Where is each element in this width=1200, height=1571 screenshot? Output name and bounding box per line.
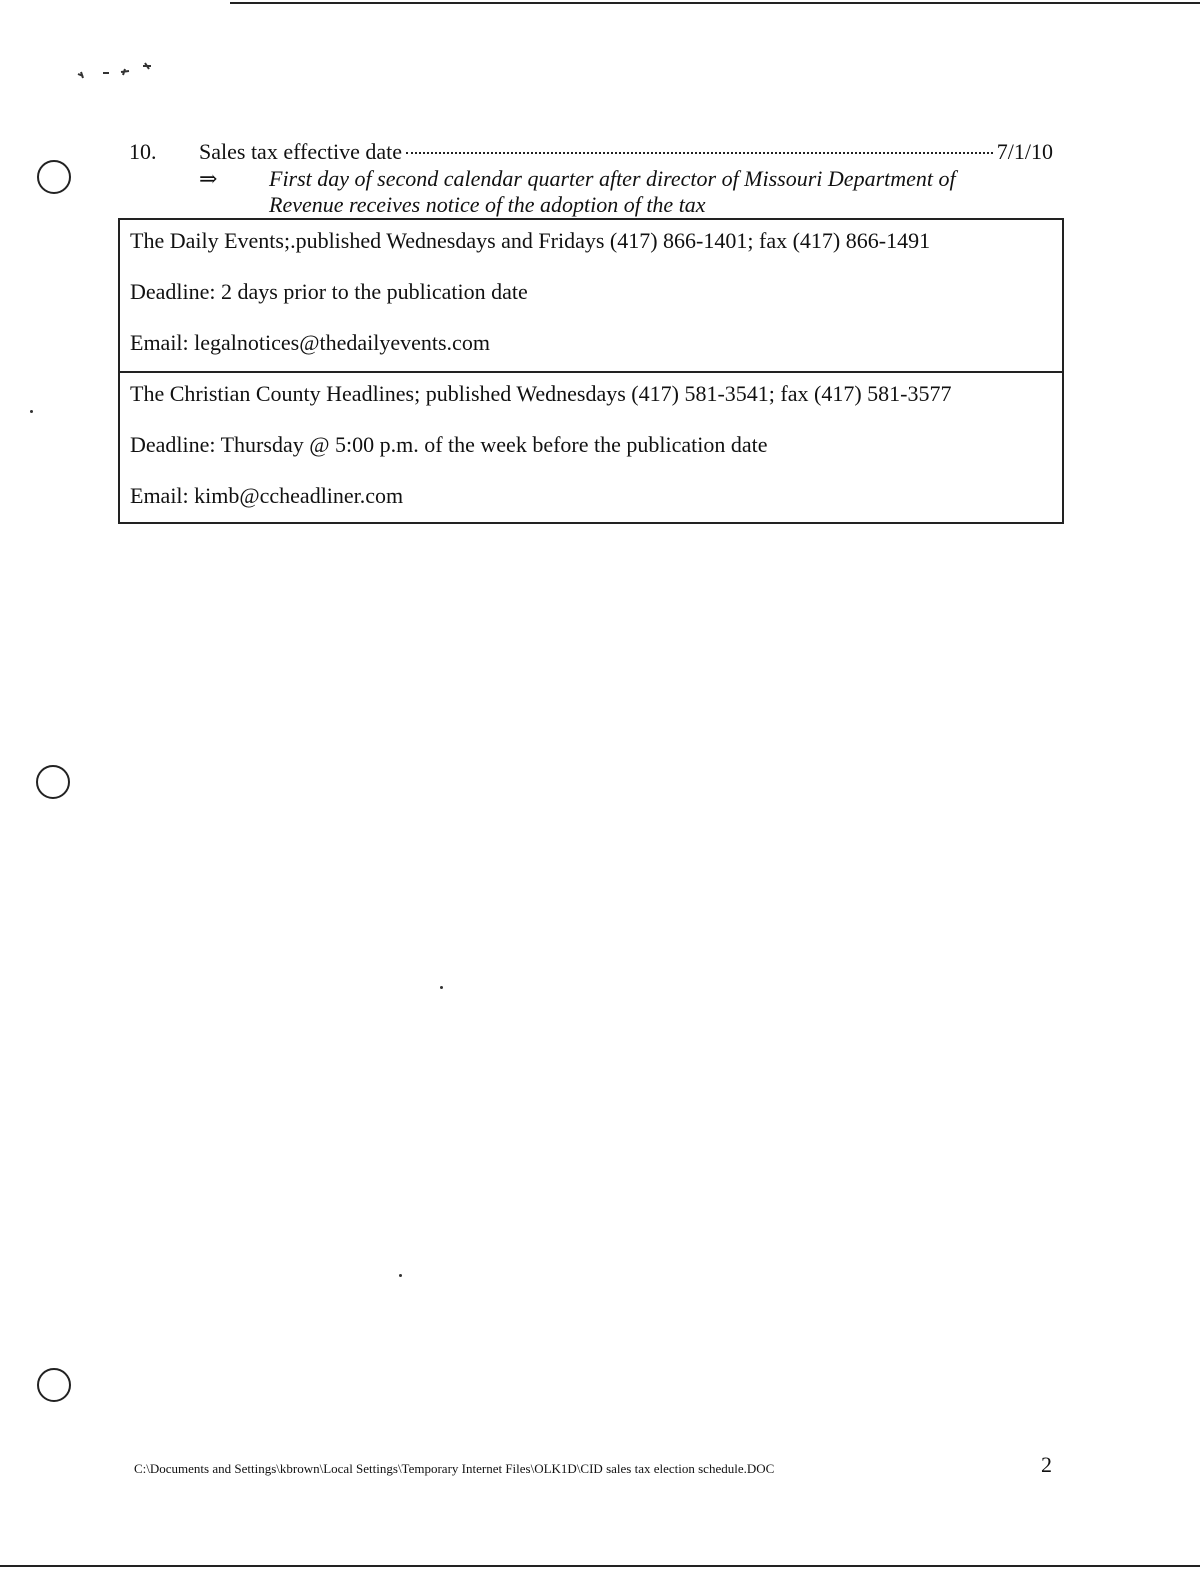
newspaper-info: The Daily Events;.published Wednesdays and Fridays (417) 866-1401; fax (417) 866-1491 [130, 228, 931, 253]
item-label: Sales tax effective date [199, 139, 402, 164]
scan-speck [30, 410, 33, 413]
newspaper-deadline: Deadline: Thursday @ 5:00 p.m. of the week before the publication date [130, 432, 768, 457]
scan-mark-scribble [75, 60, 165, 84]
punch-hole-top [37, 160, 71, 194]
newspaper-deadline: Deadline: 2 days prior to the publication date [130, 279, 528, 304]
newspaper-contact-christian-county [120, 371, 1062, 522]
newspaper-email: Email: kimb@ccheadliner.com [130, 483, 404, 508]
schedule-item [129, 138, 1053, 166]
footer-file-path: C:\Documents and Settings\kbrown\Local Settings\Temporary Internet Files\OLK1D\CID sales tax election schedule.DOC [134, 1461, 775, 1476]
item-number: 10. [129, 139, 157, 164]
item-date-value: 7/1/10 [996, 139, 1053, 164]
page-number: 2 [1041, 1452, 1052, 1477]
newspaper-email: Email: legalnotices@thedailyevents.com [130, 330, 490, 355]
bottom-edge-line [0, 1565, 1200, 1567]
punch-hole-middle [36, 765, 70, 799]
newspaper-contacts-table [118, 218, 1064, 524]
scan-speck [440, 986, 443, 989]
newspaper-contact-daily-events [120, 220, 1062, 371]
top-edge-line [230, 2, 1200, 4]
item-note-text: First day of second calendar quarter after director of Missouri Department of Revenue receives notice of the adoption of the tax [269, 166, 956, 217]
dot-leader [406, 152, 993, 154]
right-arrow-icon: ⇒ [199, 166, 218, 191]
item-note [199, 166, 1029, 218]
newspaper-info: The Christian County Headlines; published Wednesdays (417) 581-3541; fax (417) 581-3577 [130, 381, 952, 406]
punch-hole-bottom [37, 1368, 71, 1402]
scan-speck [399, 1274, 402, 1277]
